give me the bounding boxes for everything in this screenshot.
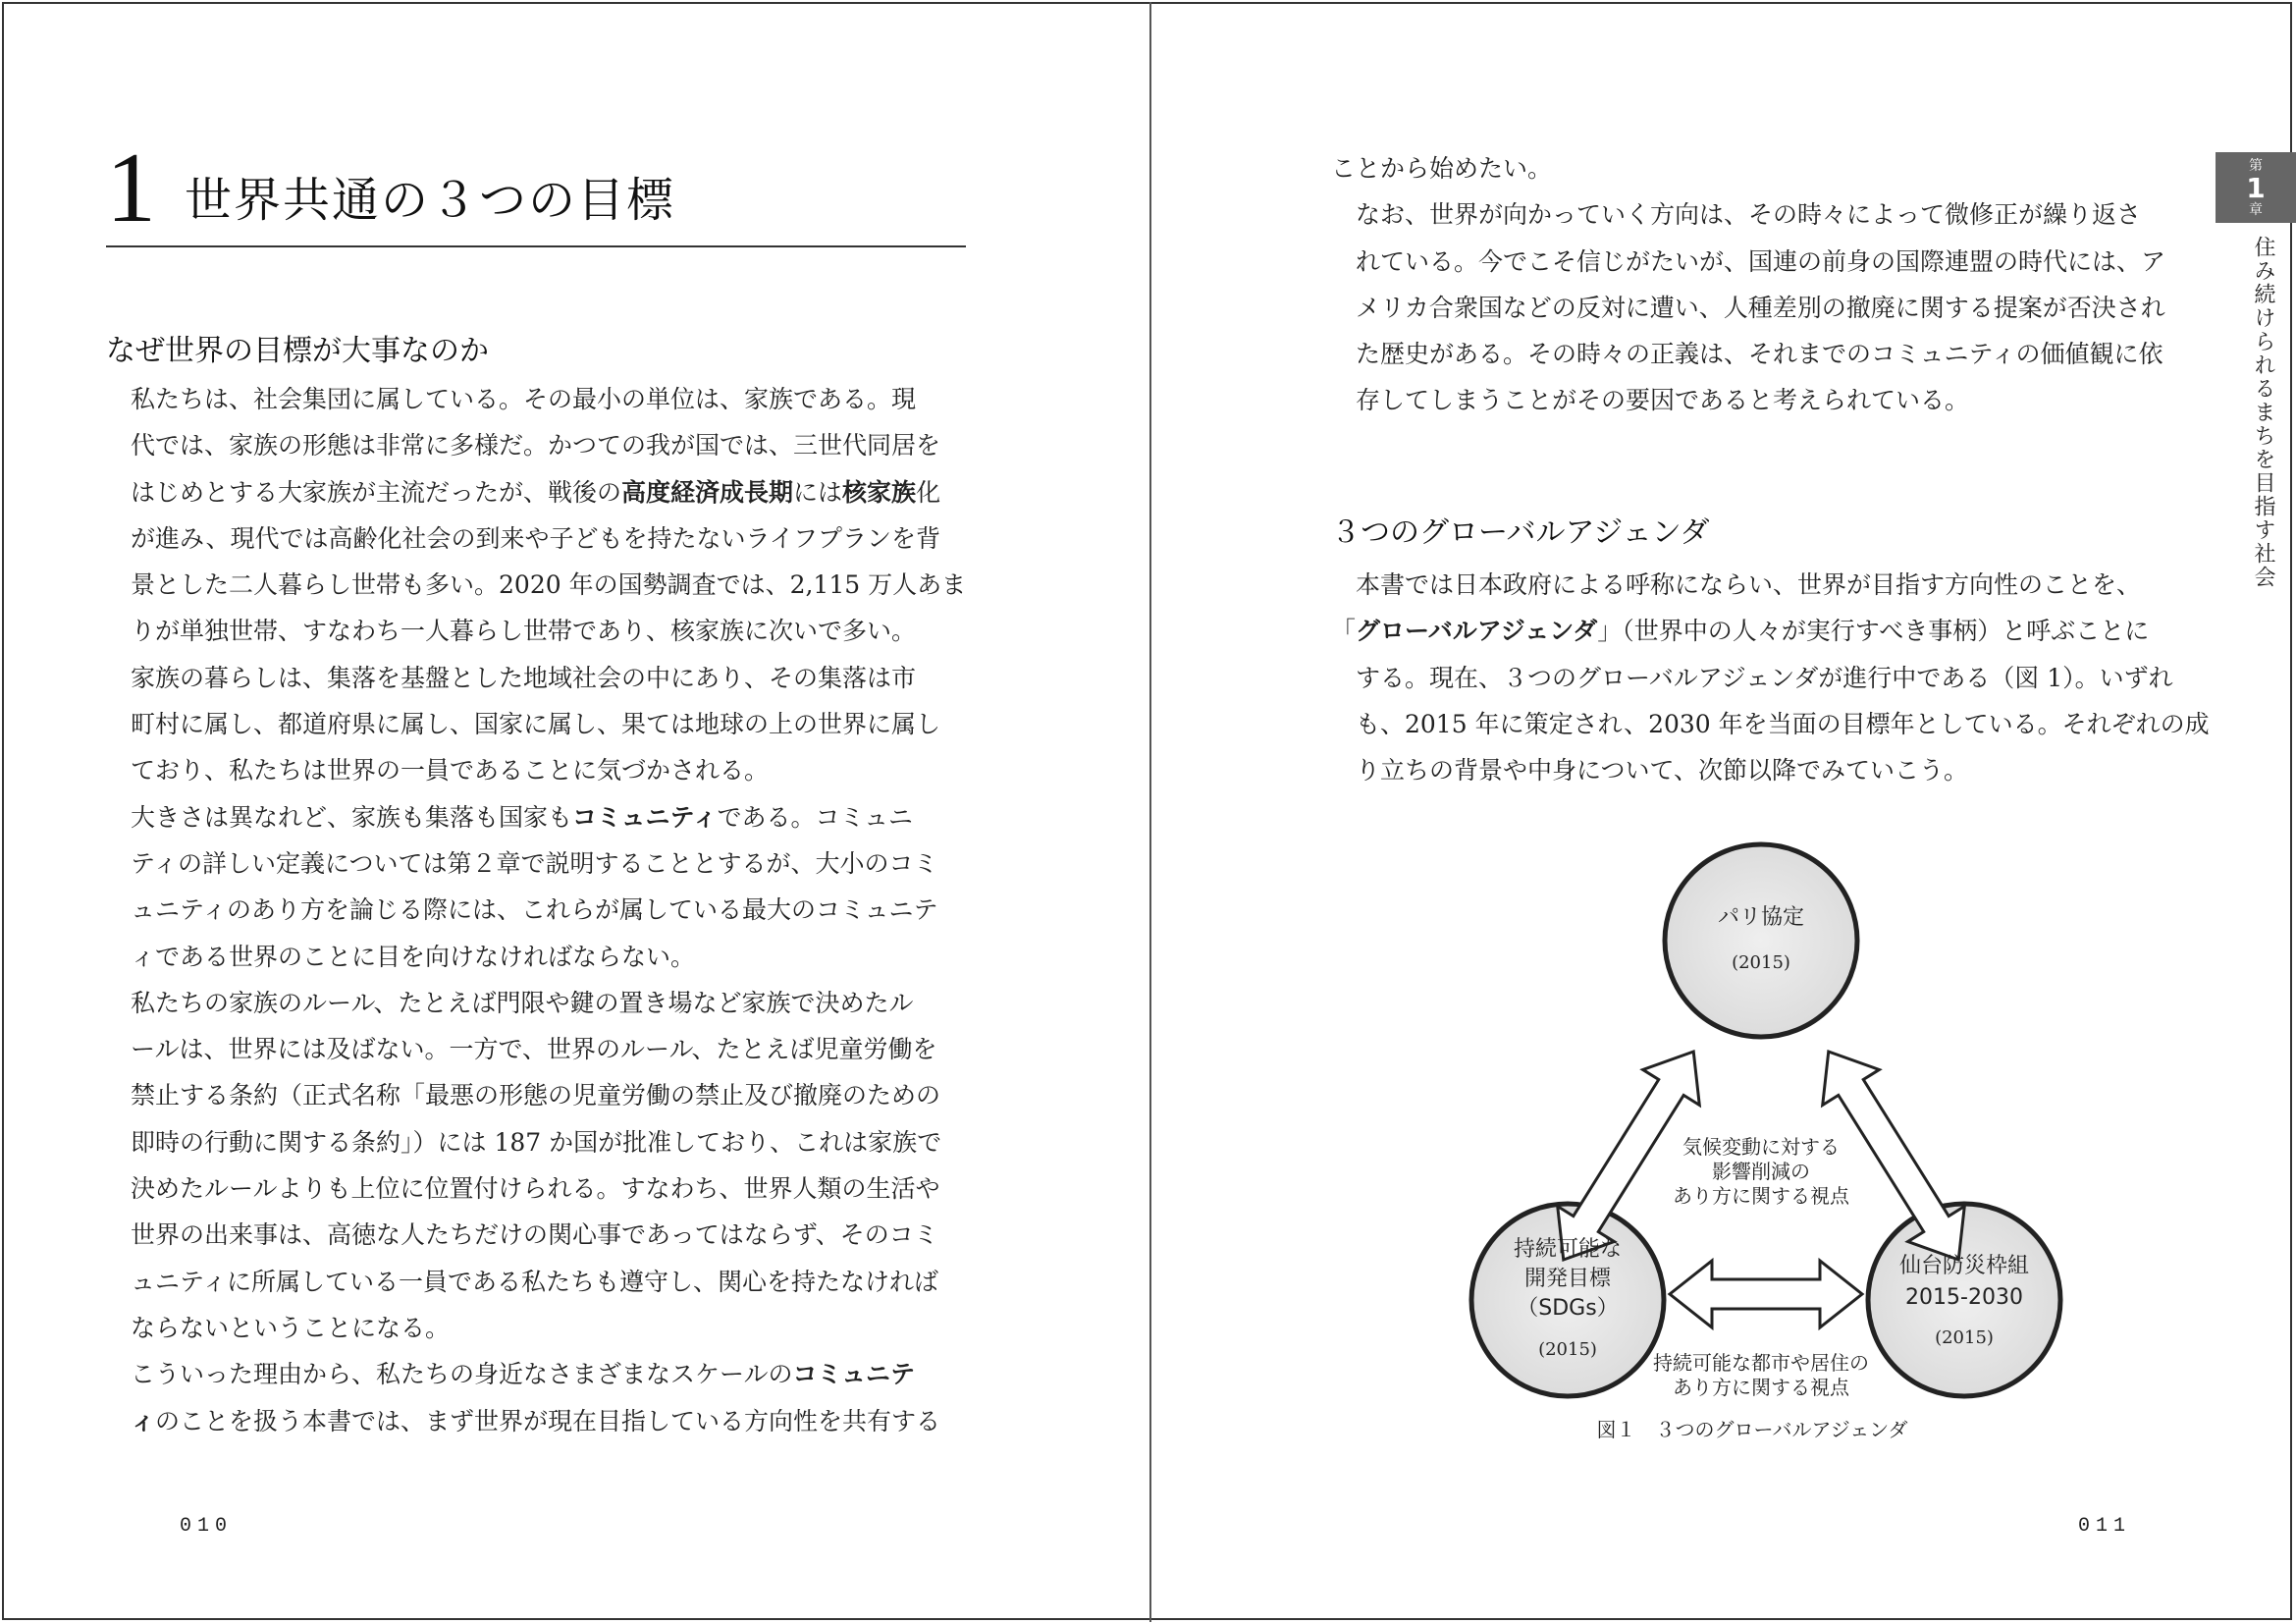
label-line: 影響削減の: [1712, 1160, 1810, 1183]
figure-caption: 図１ ３つのグローバルアジェンダ: [1596, 1418, 1908, 1441]
text-line: ならないということになる。: [131, 1313, 451, 1342]
text-line: なお、世界が向かっていく方向は、その時々によって微修正が繰り返さ: [1356, 200, 2142, 230]
tab-prefix: 第: [2249, 158, 2263, 174]
chapter-title: 世界共通の３つの目標: [185, 173, 676, 228]
text-line: が進み、現代では高齢化社会の到来や子どもを持たないライフプランを背: [131, 523, 941, 553]
text-line: [106, 469, 967, 515]
text-run: には: [793, 477, 843, 507]
label-urban-perspective: [1629, 1351, 1894, 1400]
paragraph: [106, 1351, 967, 1444]
text-line: 禁止する条約（正式名称「最悪の形態の児童労働の禁止及び撤廃のための: [131, 1081, 941, 1110]
text-line: ュニティのあり方を論じる際には、これらが属している最大のコミュニテ: [131, 895, 938, 925]
circle-sendai-year: (2015): [1935, 1327, 1994, 1348]
circle-paris: [1665, 844, 1857, 1037]
chapter-number: 1: [106, 133, 156, 244]
text-run: 大きさは異なれど、家族も集落も国家も: [131, 802, 573, 832]
keyword-bold: 高度経済成長期: [621, 477, 794, 507]
title-line: （SDGs）: [1517, 1296, 1619, 1321]
circle-paris-title: パリ協定: [1717, 905, 1804, 930]
chapter-heading: [106, 133, 966, 247]
text-line: りが単独世帯、すなわち一人暮らし世帯であり、核家族に次いで多い。: [131, 617, 917, 646]
chapter-tab-title: 住み続けられるまちを目指す社会: [2251, 236, 2275, 589]
text-line: ールは、世界には及ばない。一方で、世界のルール、たとえば児童労働を: [131, 1035, 937, 1064]
section-heading-right: ３つのグローバルアジェンダ: [1331, 515, 1710, 550]
gutter-line: [1149, 2, 1151, 1622]
paragraph: [106, 655, 967, 794]
text-line: [106, 1351, 967, 1397]
text-line: 即時の行動に関する条約」）には 187 か国が批准しており、これは家族で: [131, 1127, 942, 1157]
label-line: 気候変動に対する: [1682, 1135, 1840, 1159]
page-number-right: 011: [2078, 1515, 2132, 1538]
text-run: のことを扱う本書では、まず世界が現在目指している方向性を共有する: [155, 1406, 941, 1435]
paragraph: [1331, 191, 2192, 423]
label-line: あり方に関する視点: [1673, 1376, 1849, 1399]
text-line: ことから始めたい。: [1331, 154, 1553, 183]
paragraph: [1331, 562, 2210, 793]
text-line: 町村に属し、都道府県に属し、国家に属し、果ては地球の上の世界に属し: [131, 710, 941, 739]
body-text-bottom: [1331, 562, 2210, 793]
label-line: 持続可能な都市や居住の: [1653, 1351, 1869, 1375]
text-line: も、2015 年に策定され、2030 年を当面の目標年としている。それぞれの成: [1356, 709, 2210, 738]
circle-sdgs-title: [1469, 1235, 1666, 1324]
tab-number: 1: [2246, 172, 2266, 204]
title-line: 開発目標: [1523, 1267, 1611, 1291]
page-number: 010: [180, 1515, 234, 1538]
text-line: [106, 1398, 967, 1444]
circle-sdgs-year: (2015): [1538, 1339, 1597, 1360]
text-line: れている。今でこそ信じがたいが、国連の前身の国際連盟の時代には、ア: [1356, 246, 2166, 276]
text-line: ュニティに所属している一員である私たちも遵守し、関心を持たなければ: [131, 1267, 939, 1296]
text-line: 本書では日本政府による呼称にならい、世界が目指す方向性のことを、: [1356, 570, 2142, 599]
text-run: である。コミュニ: [717, 802, 914, 832]
body-text: [106, 376, 967, 1444]
label-climate-perspective: [1638, 1135, 1884, 1209]
body-text-top: [1331, 145, 2192, 424]
figure-global-agendas: [1433, 835, 2071, 1453]
keyword-bold: コミュニテ: [792, 1360, 916, 1389]
label-line: あり方に関する視点: [1673, 1184, 1849, 1208]
circle-sendai-title: [1866, 1251, 2062, 1314]
text-line: り立ちの背景や中身について、次節以降でみていこう。: [1356, 756, 1969, 785]
tab-suffix: 章: [2249, 202, 2263, 218]
keyword-bold: コミュニティ: [572, 802, 718, 832]
keyword-bold: ィ: [131, 1406, 156, 1435]
paragraph: [106, 376, 967, 655]
text-line: 決めたルールよりも上位に位置付けられる。すなわち、世界人類の生活や: [131, 1174, 940, 1204]
text-line: 景とした二人暮らし世帯も多い。2020 年の国勢調査では、2,115 万人あま: [131, 570, 967, 600]
circle-paris-year: (2015): [1732, 952, 1790, 973]
text-line: [1331, 608, 2192, 654]
text-line: た歴史がある。その時々の正義は、それまでのコミュニティの価値観に依: [1356, 340, 2163, 369]
text-run: こういった理由から、私たちの身近なさまざまなスケールの: [131, 1360, 793, 1389]
text-run: 化: [916, 477, 941, 507]
title-line: 持続可能な: [1513, 1237, 1622, 1262]
title-line: 仙台防災枠組: [1898, 1254, 2029, 1278]
title-line: 2015-2030: [1905, 1285, 2023, 1310]
text-line: 私たちの家族のルール、たとえば門限や鍵の置き場など家族で決めたル: [131, 988, 914, 1017]
text-line: する。現在、３つのグローバルアジェンダが進行中である（図 1）。いずれ: [1356, 663, 2173, 692]
keyword-bold: グローバルアジェンダ: [1356, 617, 1598, 646]
text-line: 存してしまうことがその要因であると考えられている。: [1356, 386, 1970, 415]
paragraph: [106, 980, 967, 1351]
text-line: 代では、家族の形態は非常に多様だ。かつての我が国では、三世代同居を: [131, 431, 941, 460]
text-run: 「: [1331, 617, 1357, 646]
paragraph: [106, 794, 967, 980]
text-run: 」（世界中の人々が実行すべき事柄）と呼ぶことに: [1597, 617, 2150, 646]
chapter-tab: [2216, 152, 2296, 223]
text-line: ており、私たちは世界の一員であることに気づかされる。: [131, 756, 770, 785]
text-line: 家族の暮らしは、集落を基盤とした地域社会の中にあり、その集落は市: [131, 663, 917, 692]
text-line: 私たちは、社会集団に属している。その最小の単位は、家族である。現: [131, 385, 917, 413]
paragraph: [1331, 145, 2192, 191]
text-line: ィである世界のことに目を向けなければならない。: [131, 942, 696, 971]
text-line: [106, 794, 967, 840]
text-line: 世界の出来事は、高徳な人たちだけの関心事であってはならず、そのコミ: [131, 1220, 938, 1250]
text-run: はじめとする大家族が主流だったが、戦後の: [131, 477, 622, 507]
keyword-bold: 核家族: [842, 477, 917, 507]
text-line: ティの詳しい定義については第２章で説明することとするが、大小のコミ: [131, 848, 938, 878]
arrow-sdgs-sendai: [1670, 1261, 1862, 1327]
text-line: メリカ合衆国などの反対に遭い、人種差別の撤廃に関する提案が否決され: [1356, 293, 2165, 322]
section-heading: なぜ世界の目標が大事なのか: [106, 334, 489, 368]
